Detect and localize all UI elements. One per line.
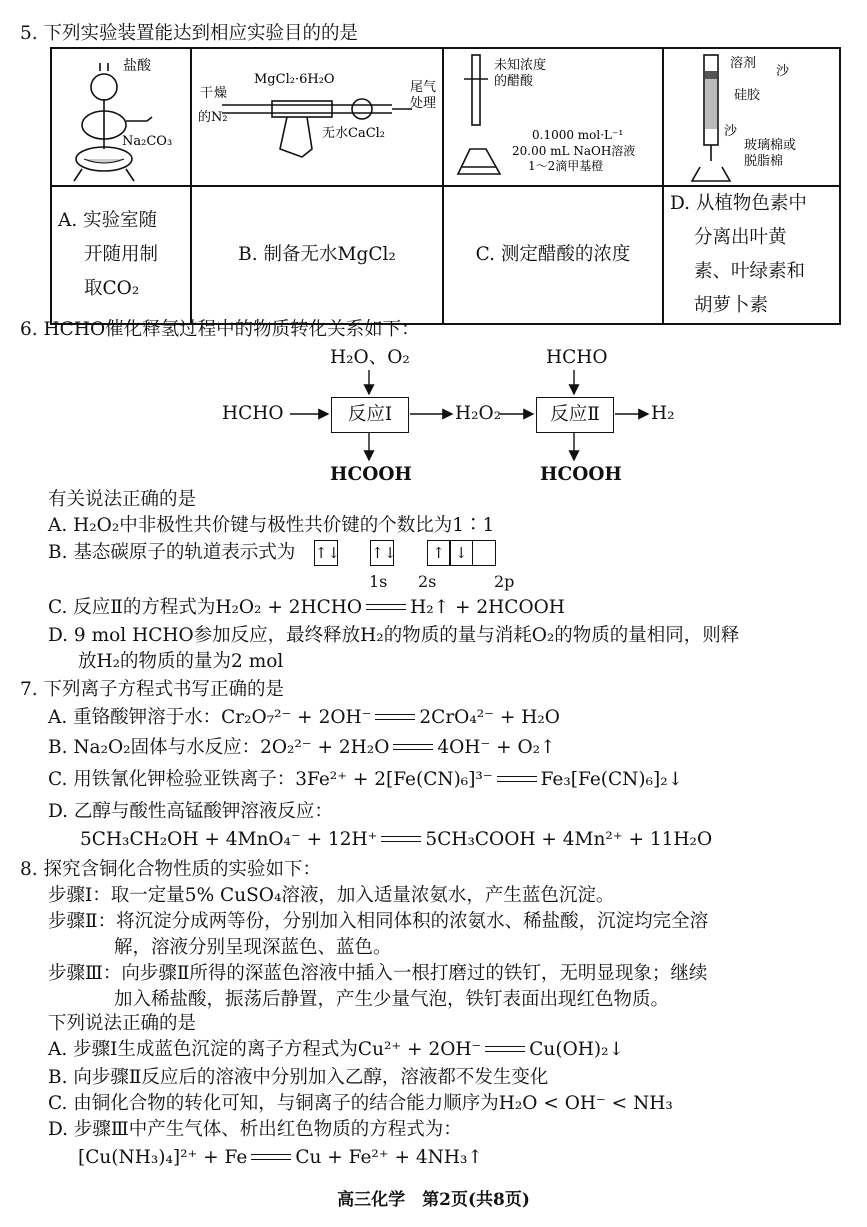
label-na2co3: Na₂CO₃ — [122, 134, 173, 149]
label-naoh-vol: 20.00 mL NaOH溶液 — [512, 144, 636, 158]
flow-start: HCHO — [222, 403, 284, 424]
orbital-2s: ↑↓ — [370, 540, 394, 566]
label-mgcl2-6h2o: MgCl₂·6H₂O — [254, 72, 335, 87]
q8-step2-line2: 解，溶液分别呈现深蓝色、蓝色。 — [114, 937, 392, 958]
q5-stem: 5. 下列实验装置能达到相应实验目的的是 — [20, 23, 359, 44]
orbital-2p-1: ↑ — [427, 540, 451, 566]
q7-option-d-line1: D. 乙醇与酸性高锰酸钾溶液反应： — [48, 801, 333, 822]
q7-option-d-line2: 5CH₃CH₂OH + 4MnO₄⁻ + 12H⁺ 5CH₃COOH + 4Mn²⁺ + 11H₂O — [80, 829, 713, 850]
q8-stem: 8. 探究含铜化合物性质的实验如下： — [20, 859, 322, 880]
flow-mid: H₂O₂ — [455, 403, 502, 424]
label-glass-wool: 玻璃棉或 — [744, 138, 797, 153]
q8-step2-line1: 步骤Ⅱ：将沉淀分成两等份，分别加入相同体积的浓氨水、稀盐酸，沉淀均完全溶 — [48, 911, 709, 932]
flow-top1: H₂O、O₂ — [330, 347, 410, 368]
label-methyl-orange: 1～2滴甲基橙 — [528, 159, 604, 173]
q8-option-d-line1: D. 步骤Ⅲ中产生气体、析出红色物质的方程式为： — [48, 1119, 462, 1140]
q8-step3-line1: 步骤Ⅲ：向步骤Ⅱ所得的深蓝色溶液中插入一根打磨过的铁钉，无明显现象；继续 — [48, 963, 708, 984]
q6-lead: 有关说法正确的是 — [48, 489, 197, 510]
label-2s: 2s — [418, 572, 437, 591]
svg-text:处理: 处理 — [410, 96, 437, 111]
q7-option-a: A. 重铬酸钾溶于水：Cr₂O₇²⁻ + 2OH⁻ 2CrO₄²⁻ + H₂O — [48, 707, 560, 728]
q6-option-a: A. H₂O₂中非极性共价键与极性共价键的个数比为1∶1 — [48, 515, 495, 536]
label-hcl: 盐酸 — [123, 58, 151, 74]
q6-option-d-line1: D. 9 mol HCHO参加反应，最终释放H₂的物质的量与消耗O₂的物质的量相同，则释 — [48, 625, 740, 646]
svg-text:脱脂棉: 脱脂棉 — [744, 154, 784, 169]
q5-option-d: D. 从植物色素中 分离出叶黄 素、叶绿素和 胡萝卜素 — [663, 186, 840, 324]
q6-option-c: C. 反应Ⅱ的方程式为H₂O₂ + 2HCHO H₂↑ + 2HCOOH — [48, 597, 565, 618]
orbital-2p-2: ↓ — [449, 540, 473, 566]
q6-option-b: B. 基态碳原子的轨道表示式为 ↑↓ ↑↓ ↑ ↓ — [48, 540, 496, 566]
label-1s: 1s — [369, 572, 388, 591]
flow-end: H₂ — [651, 403, 675, 424]
orbital-1s: ↑↓ — [314, 540, 338, 566]
q8-option-d-line2: [Cu(NH₃)₄]²⁺ + Fe Cu + Fe²⁺ + 4NH₃↑ — [78, 1147, 483, 1168]
svg-text:燥: 燥 — [214, 86, 228, 101]
label-unknown-conc: 未知浓度 — [494, 58, 547, 73]
svg-text:的醋酸: 的醋酸 — [494, 74, 534, 89]
q7-option-b: B. Na₂O₂固体与水反应：2O₂²⁻ + 2H₂O 4OH⁻ + O₂↑ — [48, 737, 556, 758]
flow-top2: HCHO — [546, 347, 608, 368]
q8-option-b: B. 向步骤Ⅱ反应后的溶液中分别加入乙醇，溶液都不发生变化 — [48, 1067, 549, 1088]
flow-out2: HCOOH — [540, 464, 622, 485]
label-silica: 硅胶 — [734, 88, 761, 103]
q5-option-b: B. 制备无水MgCl₂ — [191, 186, 443, 324]
orbital-2p-3 — [472, 540, 496, 566]
label-sand-bottom: 沙 — [724, 124, 738, 139]
label-tail-gas: 尾气 — [410, 80, 437, 95]
label-solvent: 溶剂 — [730, 56, 757, 71]
q7-option-c: C. 用铁氰化钾检验亚铁离子：3Fe²⁺ + 2[Fe(CN)₆]³⁻ Fe₃[Fe(CN)₆]₂↓ — [48, 769, 684, 790]
flow-arrows — [0, 0, 867, 500]
label-sand-top: 沙 — [776, 64, 790, 79]
q6-option-d-line2: 放H₂的物质的量为2 mol — [78, 651, 284, 672]
q6-stem: 6. HCHO催化释氢过程中的物质转化关系如下： — [20, 319, 420, 340]
label-naoh-conc: 0.1000 mol·L⁻¹ — [532, 128, 624, 142]
q8-option-c: C. 由铜化合物的转化可知，与铜离子的结合能力顺序为H₂O < OH⁻ < NH₃ — [48, 1093, 673, 1114]
q5-option-c: C. 测定醋酸的浓度 — [443, 186, 663, 324]
equals-sign — [366, 603, 406, 613]
flow-box1: 反应Ⅰ — [331, 397, 409, 433]
label-n2: 的N₂ — [198, 110, 228, 125]
q8-step1: 步骤Ⅰ：取一定量5% CuSO₄溶液，加入适量浓氨水，产生蓝色沉淀。 — [48, 885, 615, 906]
label-2p: 2p — [494, 572, 515, 591]
q8-step3-line2: 加入稀盐酸，振荡后静置，产生少量气泡，铁钉表面出现红色物质。 — [114, 989, 670, 1010]
page-footer: 高三化学 第2页(共8页) — [337, 1190, 530, 1210]
q8-option-a: A. 步骤Ⅰ生成蓝色沉淀的离子方程式为Cu²⁺ + 2OH⁻ Cu(OH)₂↓ — [48, 1039, 625, 1060]
label-dry: 干 — [200, 86, 214, 101]
q8-lead: 下列说法正确的是 — [48, 1013, 197, 1034]
label-cacl2: 无水CaCl₂ — [322, 126, 386, 141]
q7-stem: 7. 下列离子方程式书写正确的是 — [20, 679, 285, 700]
flow-box2: 反应Ⅱ — [536, 397, 614, 433]
flow-out1: HCOOH — [330, 464, 412, 485]
q5-option-a: A. 实验室随 开随用制 取CO₂ — [51, 186, 191, 324]
